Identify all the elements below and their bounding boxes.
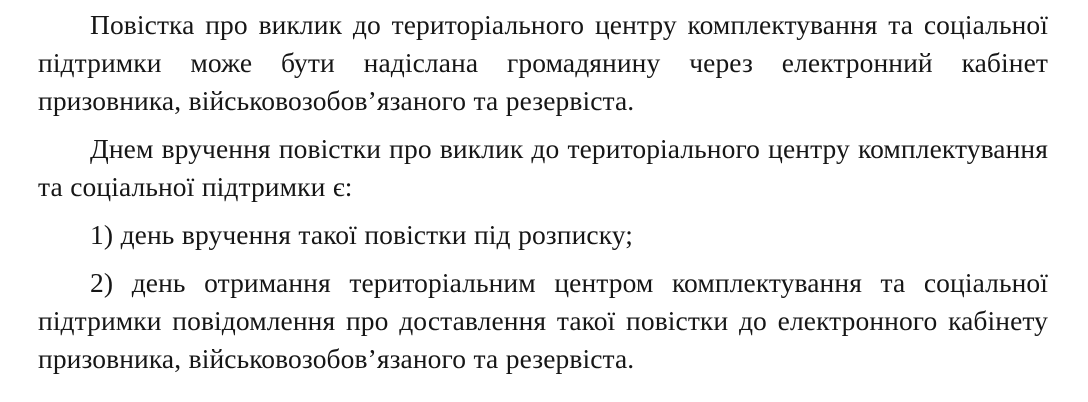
list-item-2: 2) день отримання територіальним центром комплектування та соціальної підтримки повідомлення про доставлення такої повістки до електронного кабінету призовника, військовозобов’язаного та резервіста.	[38, 267, 1048, 374]
paragraph-1: Повістка про виклик до територіального центру комплектування та соціальної підтримки може бути надіслана громадянину через електронний кабінет призовника, військовозобов’язаного та резервіста.	[38, 9, 1048, 116]
paragraph-2: Днем вручення повістки про виклик до територіального центру комплектування та соціальної підтримки є:	[38, 133, 1048, 202]
list-item-1: 1) день вручення такої повістки під розписку;	[90, 219, 634, 250]
